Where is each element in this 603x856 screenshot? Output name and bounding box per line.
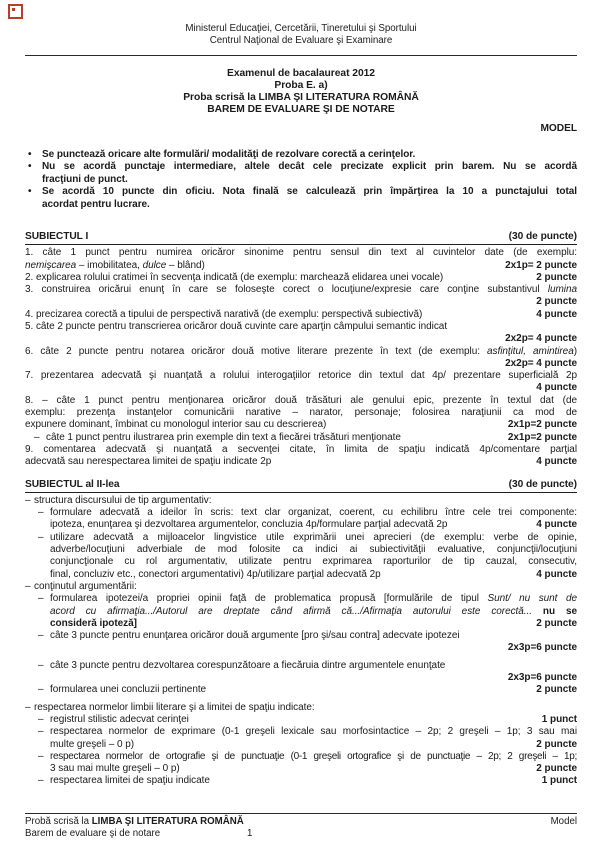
list-marker: – xyxy=(38,593,44,605)
text-run: – blând) xyxy=(166,259,205,271)
text-run: final, concluziv etc., conectori argumentativi) 4p/utilizare parţial adecvată 2p xyxy=(50,568,381,580)
text-line xyxy=(50,569,577,581)
text-run: registrul stilistic adecvat cerinţei xyxy=(50,713,189,725)
text-line xyxy=(28,149,577,161)
page-footer xyxy=(25,813,577,840)
text-run: formularea unei concluzii pertinente xyxy=(50,684,207,696)
text-line xyxy=(25,284,577,296)
text-line xyxy=(50,739,577,751)
text-line xyxy=(38,507,577,519)
footer-subject-title: LIMBA ŞI LITERATURA ROMÂNĂ xyxy=(91,816,244,827)
text-run: respectarea normelor limbii literare şi a limitei de spaţiu indicate: xyxy=(34,701,315,713)
text-run: câte 3 puncte pentru dezvoltarea corespunzătoare a fiecăruia dintre argumentele enunţate xyxy=(50,659,446,671)
section xyxy=(25,231,577,469)
text-line xyxy=(42,174,577,186)
score-line: 2x2p= 4 puncte xyxy=(505,333,577,345)
page-number: 1 xyxy=(247,827,253,839)
text-run: 4. precizarea corectă a tipului de perspectivă narativă (de exemplu: perspectivă subiectivă) xyxy=(25,308,423,320)
text-line xyxy=(34,432,577,444)
section-points: (30 de puncte) xyxy=(508,478,577,490)
footer-left: Probă scrisă la LIMBA ŞI LITERATURA ROMÂNĂ xyxy=(25,816,244,827)
points-value: 2 puncte xyxy=(536,684,577,696)
text-run: consideră ipoteză] xyxy=(50,617,137,629)
points-value: 4 puncte xyxy=(536,568,577,580)
text-line xyxy=(25,456,577,468)
text-run: 8. – câte 1 punct pentru menţionarea oricăror două trăsături ale genului epic, prezente în textul dat (de xyxy=(25,394,577,406)
points-value: 4 puncte xyxy=(536,308,577,320)
points-value: 4 puncte xyxy=(536,456,577,468)
text-line xyxy=(25,395,577,407)
score-line: 2x3p=6 puncte xyxy=(507,672,577,684)
text-line xyxy=(50,544,577,556)
text-run: 7. prezentarea adecvată şi nuanţată a rolului interogaţiilor retorice din textul dat 4p/ prezentare superficială 2p xyxy=(25,370,577,382)
text-run: multe greşeli – 0 p) xyxy=(50,738,135,750)
list-marker: – xyxy=(25,701,31,713)
section-points: (30 de puncte) xyxy=(508,230,577,242)
title-line: Proba scrisă la LIMBA ŞI LITERATURA ROMÂNĂ xyxy=(183,91,419,103)
text-line xyxy=(25,260,577,272)
list-marker: • xyxy=(28,148,32,160)
section xyxy=(25,479,577,788)
score-line: 2x2p= 4 puncte xyxy=(505,357,577,369)
text-run: adecvată sau nerespectarea limitei de spaţiu indicate 2p xyxy=(25,456,272,468)
text-run: – imobilitatea, xyxy=(76,259,143,271)
text-line xyxy=(25,581,577,593)
list-marker: – xyxy=(25,580,31,592)
text-line xyxy=(38,660,577,672)
points-value: 4 puncte xyxy=(536,519,577,531)
text-run: Sunt/ nu sunt de xyxy=(487,593,577,605)
model-label: MODEL xyxy=(540,122,577,134)
title-line: Proba E. a) xyxy=(274,79,328,91)
list-marker: – xyxy=(38,713,44,725)
footer-row-1 xyxy=(25,816,577,828)
text-run: acord cu afirmaţia.../Autorul are dreptate când afirmă că.../Afirmaţia autorului este corectă... xyxy=(50,605,532,617)
text-line xyxy=(38,714,577,726)
text-line xyxy=(42,199,577,211)
text-run: 3 sau mai multe greşeli – 0 p) xyxy=(50,763,180,775)
points-value: 2 puncte xyxy=(536,617,577,629)
text-line xyxy=(25,495,577,507)
list-marker: – xyxy=(38,684,44,696)
text-run: ) xyxy=(573,345,577,357)
footer-model-label: Model xyxy=(550,816,577,827)
exam-title-block xyxy=(25,68,577,116)
points-value: 2x1p= 2 puncte xyxy=(505,259,577,271)
text-run: formulare adecvată a ideilor în scris: text clar organizat, coerent, cu echilibru între cele trei componente: xyxy=(50,507,577,519)
points-value: 2x1p=2 puncte xyxy=(507,419,577,431)
text-run: fracţiuni de punct. xyxy=(42,173,128,185)
title-line: Examenul de bacalaureat 2012 xyxy=(227,67,375,79)
text-run: 1. câte 1 punct pentru numirea oricăror sinonime pentru sensul din text al cuvintelor date (de exemplu: xyxy=(25,247,577,259)
text-line xyxy=(38,630,577,642)
section-title: SUBIECTUL I xyxy=(25,230,89,242)
text-run: utilizare adecvată a mijloacelor lingvistice utile exprimării unei aprecieri (de exemplu: verbe de opinie, xyxy=(50,531,577,543)
section-title: SUBIECTUL al II-lea xyxy=(25,478,120,490)
text-line xyxy=(25,321,577,333)
text-line xyxy=(28,161,577,173)
list-marker: • xyxy=(28,161,32,173)
text-line xyxy=(38,726,577,738)
text-run: 3. construirea oricărui enunţ în care se foloseşte corect o locuţiune/expresie care conţine substantivul xyxy=(25,284,548,296)
list-marker: – xyxy=(25,494,31,506)
text-run: acordat pentru lucrare. xyxy=(42,198,150,210)
text-run: 6. câte 2 puncte pentru notarea oricăror două motive literare prezente în text (de exemplu: xyxy=(25,345,488,357)
text-run: exemplu: prezenţa instanţelor comunicării narative – narator, personaje; folosirea naraţiunii ca mod de xyxy=(25,407,577,419)
text-run: nu se xyxy=(531,605,577,617)
list-marker: – xyxy=(38,750,44,762)
list-marker: – xyxy=(38,531,44,543)
text-line xyxy=(50,606,577,618)
text-run: Nu se acordă punctaje intermediare, altele decât cele precizate explicit prin barem. Nu se acordă xyxy=(42,161,577,173)
text-run: 5. câte 2 puncte pentru transcrierea oricăror două cuvinte care aparţin câmpului semantic indicat xyxy=(25,321,448,332)
general-notes xyxy=(25,149,577,211)
ministry-line2: Centrul Naţional de Evaluare şi Examinare xyxy=(209,34,393,46)
text-run: structura discursului de tip argumentativ: xyxy=(34,494,212,506)
text-run: adverbe/locuţiuni adverbiale de mod folosite ca indici ai subiectivităţii evaluative, conjuncţii/locuţiuni xyxy=(50,544,577,556)
points-value: 1 punct xyxy=(541,713,577,725)
section-heading xyxy=(25,479,577,493)
text-run: respectarea normelor de exprimare (0-1 greşeli lexicale sau morfosintactice – 2p; 2 greşeli – 1p; 3 sau mai xyxy=(50,726,577,738)
sections xyxy=(25,231,577,788)
text-line xyxy=(25,407,577,419)
score-line: 2x3p=6 puncte xyxy=(507,642,577,654)
text-line xyxy=(25,370,577,382)
text-line xyxy=(25,419,577,431)
footer-row-2 xyxy=(25,828,577,840)
points-value: 2x1p=2 puncte xyxy=(507,431,577,443)
points-value: 2 puncte xyxy=(536,763,577,775)
text-run: lumina xyxy=(547,284,577,296)
text-line xyxy=(25,309,577,321)
ministry-line1: Ministerul Educaţiei, Cercetării, Tineretului şi Sportului xyxy=(185,23,417,34)
text-line xyxy=(50,519,577,531)
score-line: 4 puncte xyxy=(536,382,577,394)
points-value: 1 punct xyxy=(541,775,577,787)
list-marker: • xyxy=(28,186,32,198)
text-line xyxy=(25,272,577,284)
points-value: 2 puncte xyxy=(536,271,577,283)
text-line xyxy=(50,618,577,630)
text-line xyxy=(25,702,577,714)
text-run: nemişcarea xyxy=(25,259,77,271)
title-line: BAREM DE EVALUARE ŞI DE NOTARE xyxy=(207,103,395,115)
text-run: respectarea normelor de ortografie şi de punctuaţie (0-1 greşeli ortografice şi de punctuaţie – 2p; 2 greşeli – 1p; xyxy=(50,750,577,762)
list-marker: – xyxy=(38,659,44,671)
text-run: respectarea limitei de spaţiu indicate xyxy=(50,775,210,787)
text-line xyxy=(38,593,577,605)
list-marker: – xyxy=(38,726,44,738)
list-marker: – xyxy=(38,630,44,642)
list-marker: – xyxy=(38,775,44,787)
text-line xyxy=(28,186,577,198)
text-run: Se acordă 10 puncte din oficiu. Nota finală se calculează prin împărţirea la 10 a punctajului total xyxy=(42,186,577,198)
score-line: 2 puncte xyxy=(536,296,577,308)
text-line xyxy=(25,247,577,259)
section-heading xyxy=(25,231,577,245)
text-line xyxy=(50,556,577,568)
text-run: formularea ipotezei/a propriei opinii faţă de problematica propusă [formulările de tipul xyxy=(50,593,488,605)
text-run: conţinutul argumentării: xyxy=(34,580,137,592)
text-line xyxy=(50,763,577,775)
text-line xyxy=(38,751,577,763)
text-run: 9. comentarea adecvată şi nuanţată a secvenţei citate, în limita de spaţiu indicată 4p/comentare parţial xyxy=(25,443,577,455)
list-marker: – xyxy=(38,507,44,519)
text-run: conjuncţionale cu rol argumentativ, utilizate pentru exprimarea raporturilor de tip cauzal, consecutiv, xyxy=(50,556,577,568)
header-divider xyxy=(25,55,577,56)
text-run: 2. explicarea rolului cratimei în secvenţa indicată (de exemplu: marchează elidarea unei vocale) xyxy=(25,271,444,283)
text-run: expunere dominant, îmbinat cu monologul interior sau cu descrierea) xyxy=(25,419,327,431)
text-line xyxy=(38,532,577,544)
text-run: asfinţitul, amintirea xyxy=(487,345,574,357)
text-run: Se punctează oricare alte formulări/ modalităţi de rezolvare corectă a cerinţelor. xyxy=(42,148,416,160)
text-run: dulce xyxy=(142,259,167,271)
text-run: câte 1 punct pentru ilustrarea prin exemple din text a fiecărei trăsături menţionate xyxy=(46,431,401,443)
list-marker: – xyxy=(34,431,40,443)
text-line xyxy=(38,684,577,696)
text-run: câte 3 puncte pentru enunţarea oricăror două argumente [pro şi/sau contra] adecvate ipotezei xyxy=(50,630,460,642)
points-value: 2 puncte xyxy=(536,738,577,750)
text-run: ipoteza, enunţarea şi dezvoltarea argumentelor, concluzia 4p/formulare parţial adecvată 2p xyxy=(50,519,448,531)
text-line xyxy=(38,775,577,787)
text-line xyxy=(25,346,577,358)
text-line xyxy=(25,444,577,456)
ministry-header xyxy=(25,23,577,47)
footer-barem-label: Barem de evaluare şi de notare xyxy=(25,827,161,839)
